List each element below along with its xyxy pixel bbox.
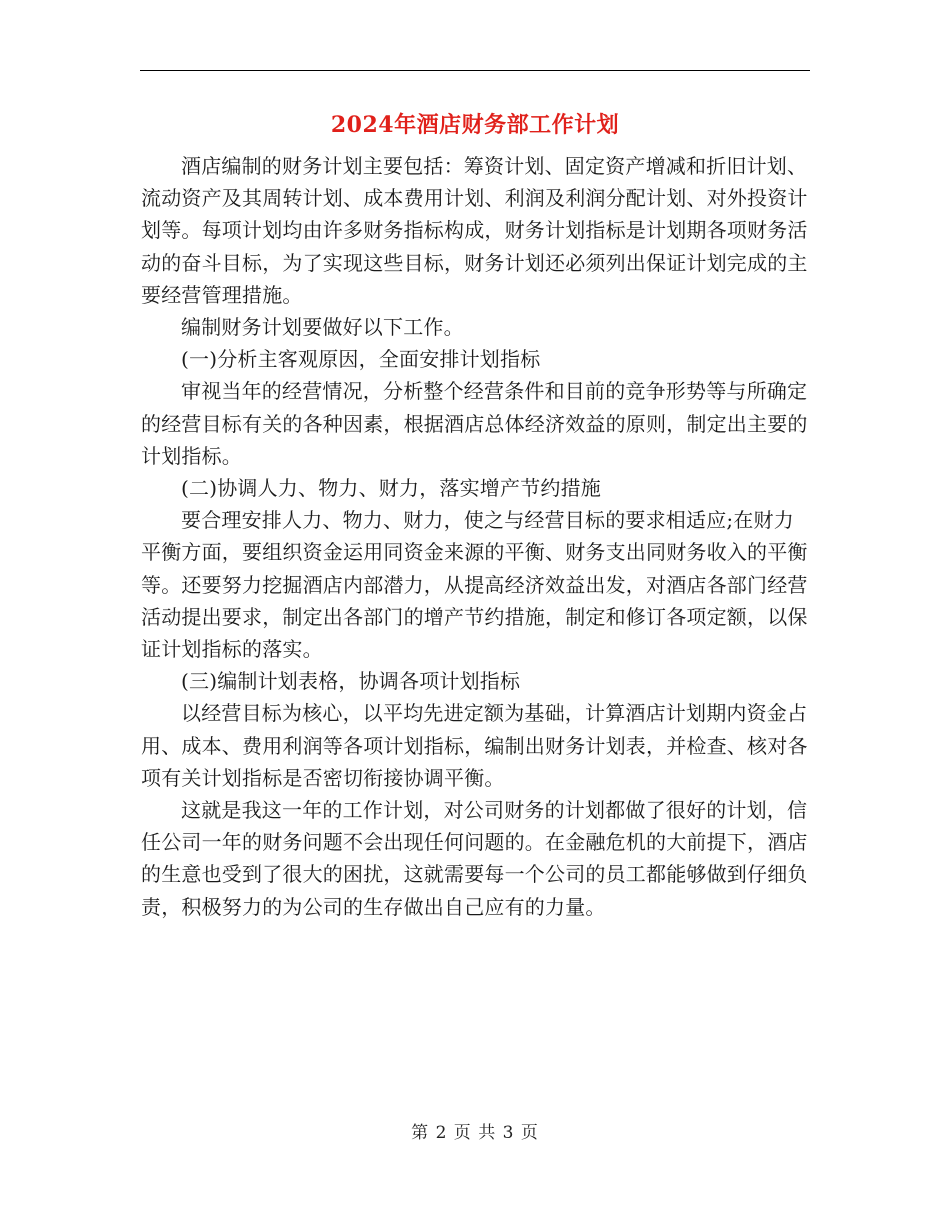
paragraph-intro: 酒店编制的财务计划主要包括：筹资计划、固定资产增减和折旧计划、流动资产及其周转计划、成本费用计划、利润及利润分配计划、对外投资计划等。每项计划均由许多财务指标构成，财务计划指标是计划期各项财务活动的奋斗目标，为了实现这些目标，财务计划还必须列出保证计划完成的主要经营管理措施。 (141, 154, 808, 307)
paragraph-section-1: 审视当年的经营情况，分析整个经营条件和目前的竞争形势等与所确定的经营目标有关的各种因素，根据酒店总体经济效益的原则，制定出主要的计划指标。 (141, 379, 808, 468)
section-heading-3: (三)编制计划表格，协调各项计划指标 (181, 669, 521, 694)
header-rule (140, 70, 810, 71)
document-body (141, 150, 811, 923)
paragraph-lead: 编制财务计划要做好以下工作。 (181, 315, 464, 340)
document-title: 2024年酒店财务部工作计划 (330, 112, 620, 138)
paragraph-section-3: 以经营目标为核心，以平均先进定额为基础，计算酒店计划期内资金占用、成本、费用利润等各项计划指标，编制出财务计划表，并检查、核对各项有关计划指标是否密切衔接协调平衡。 (141, 701, 808, 790)
section-heading-2: (二)协调人力、物力、财力，落实增产节约措施 (181, 476, 602, 501)
paragraph-conclusion: 这就是我这一年的工作计划，对公司财务的计划都做了很好的计划，信任公司一年的财务问题不会出现任何问题的。在金融危机的大前提下，酒店的生意也受到了很大的困扰，这就需要每一个公司的员工都能够做到仔细负责，积极努力的为公司的生存做出自己应有的力量。 (141, 798, 808, 919)
paragraph-section-2: 要合理安排人力、物力、财力，使之与经营目标的要求相适应;在财力平衡方面，要组织资金运用同资金来源的平衡、财务支出同财务收入的平衡等。还要努力挖掘酒店内部潜力，从提高经济效益出发，对酒店各部门经营活动提出要求，制定出各部门的增产节约措施，制定和修订各项定额，以保证计划指标的落实。 (141, 508, 808, 662)
page-number: 第 2 页 共 3 页 (411, 1123, 539, 1143)
section-heading-1: (一)分析主客观原因，全面安排计划指标 (181, 347, 541, 372)
